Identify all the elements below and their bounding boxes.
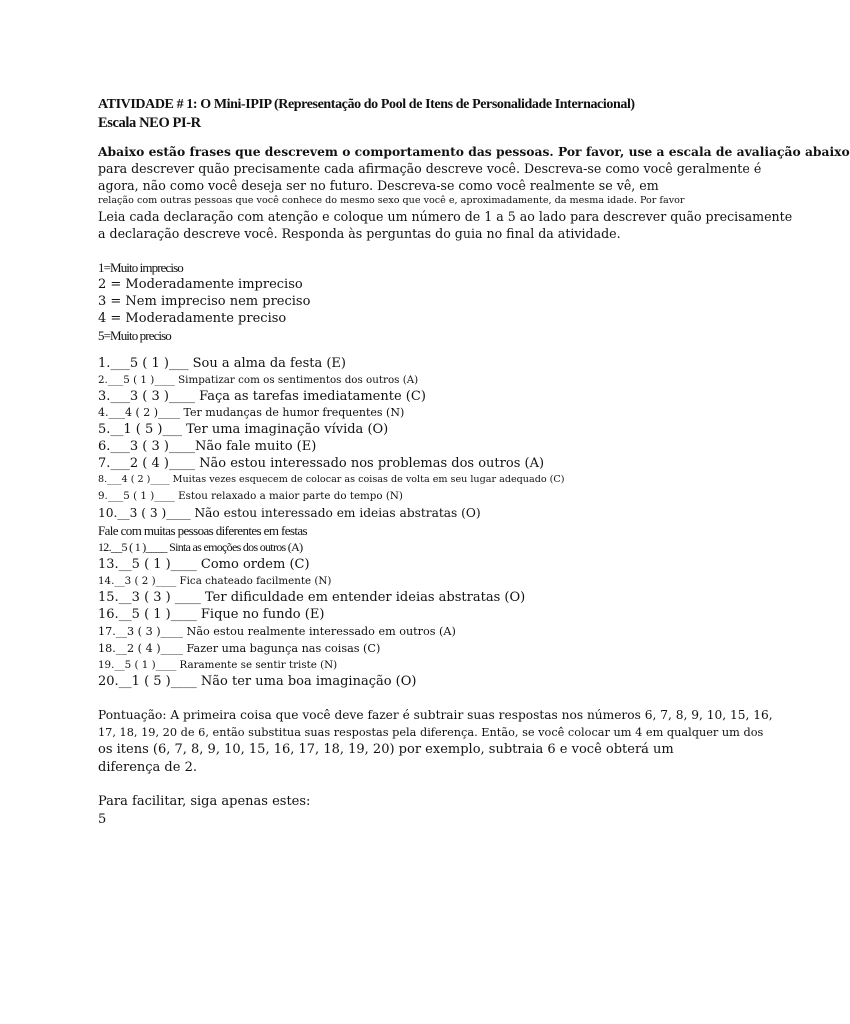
scale-item-1: 1=Muito impreciso xyxy=(98,260,183,275)
scale-item-3: 3 = Nem impreciso nem preciso xyxy=(98,294,311,309)
list-item: 5.__1 ( 5 )___ Ter uma imaginação vívida (O) xyxy=(98,422,389,437)
list-item: 4.___4 ( 2 )____ Ter mudanças de humor frequentes (N) xyxy=(98,406,405,419)
footer-line-1: Para facilitar, siga apenas estes: xyxy=(98,794,311,809)
scoring-line-1: Pontuação: A primeira coisa que você deve fazer é subtrair suas respostas nos números 6, 7, 8, 9, 10, 15, 16, xyxy=(98,708,773,722)
scale-item-2: 2 = Moderadamente impreciso xyxy=(98,277,303,292)
intro-line-5: Leia cada declaração com atenção e coloque um número de 1 a 5 ao lado para descrever quão precisamente xyxy=(98,209,793,224)
scale-item-5: 5=Muito preciso xyxy=(98,328,171,343)
intro-line-6: a declaração descreve você. Responda às perguntas do guia no final da atividade. xyxy=(98,226,621,241)
scale-item-4: 4 = Moderadamente preciso xyxy=(98,311,287,326)
list-item: 13.__5 ( 1 )____ Como ordem (C) xyxy=(98,557,310,572)
list-item: 2.___5 ( 1 )____ Simpatizar com os sentimentos dos outros (A) xyxy=(98,374,419,386)
list-item: 15.__3 ( 3 ) ____ Ter dificuldade em entender ideias abstratas (O) xyxy=(98,590,526,605)
scoring-line-4: diferença de 2. xyxy=(98,760,197,775)
title-line-1: ATIVIDADE # 1: O Mini-IPIP (Representação do Pool de Itens de Personalidade Internacional) xyxy=(98,97,635,112)
document-title xyxy=(98,96,738,132)
list-item: 9.___5 ( 1 )____ Estou relaxado a maior parte do tempo (N) xyxy=(98,490,403,502)
list-item: 10.__3 ( 3 )____ Não estou interessado em ideias abstratas (O) xyxy=(98,506,481,520)
rating-scale xyxy=(98,259,738,344)
list-item: 3.___3 ( 3 )____ Faça as tarefas imediatamente (C) xyxy=(98,389,426,404)
scoring-line-3: os itens (6, 7, 8, 9, 10, 15, 16, 17, 18, 19, 20) por exemplo, subtraia 6 e você obterá um xyxy=(98,742,674,757)
list-item: 18.__2 ( 4 )____ Fazer uma bagunça nas coisas (C) xyxy=(98,642,381,655)
list-item: 14.__3 ( 2 )____ Fica chateado facilmente (N) xyxy=(98,575,332,587)
list-item: 12.__5 ( 1 )____ Sinta as emoções dos outros (A) xyxy=(98,540,303,554)
intro-line-4: relação com outras pessoas que você conhece do mesmo sexo que você e, aproximadamente, da mesma idade. Por favor xyxy=(98,195,685,206)
list-item: Fale com muitas pessoas diferentes em festas xyxy=(98,523,307,538)
intro-line-1: Abaixo estão frases que descrevem o comportamento das pessoas. Por favor, use a escala de avaliação abaixo xyxy=(98,144,850,159)
footer-line-2: 5 xyxy=(98,812,107,827)
scoring-paragraph xyxy=(98,706,773,776)
footer-note xyxy=(98,793,738,828)
document-page xyxy=(98,96,850,828)
scoring-line-2: 17, 18, 19, 20 de 6, então substitua suas respostas pela diferença. Então, se você colocar um 4 em qualquer um dos xyxy=(98,726,764,739)
list-item: 6.___3 ( 3 )____Não fale muito (E) xyxy=(98,439,317,454)
intro-line-3: agora, não como você deseja ser no futuro. Descreva-se como você realmente se vê, em xyxy=(98,178,659,193)
intro-paragraph xyxy=(98,143,850,242)
title-line-2: Escala NEO PI-R xyxy=(98,115,201,131)
list-item: 8.___4 ( 2 )____ Muitas vezes esquecem de colocar as coisas de volta em seu lugar adequado (C) xyxy=(98,474,565,485)
list-item: 16.__5 ( 1 )____ Fique no fundo (E) xyxy=(98,607,325,622)
intro-line-2: para descrever quão precisamente cada afirmação descreve você. Descreva-se como você geralmente é xyxy=(98,161,762,176)
list-item: 1.___5 ( 1 )___ Sou a alma da festa (E) xyxy=(98,356,346,371)
list-item: 7.___2 ( 4 )____ Não estou interessado nos problemas dos outros (A) xyxy=(98,456,545,471)
list-item: 17.__3 ( 3 )____ Não estou realmente interessado em outros (A) xyxy=(98,625,456,638)
questionnaire-items xyxy=(98,355,738,690)
list-item: 19.__5 ( 1 )____ Raramente se sentir triste (N) xyxy=(98,659,338,671)
list-item: 20.__1 ( 5 )____ Não ter uma boa imaginação (O) xyxy=(98,674,417,689)
